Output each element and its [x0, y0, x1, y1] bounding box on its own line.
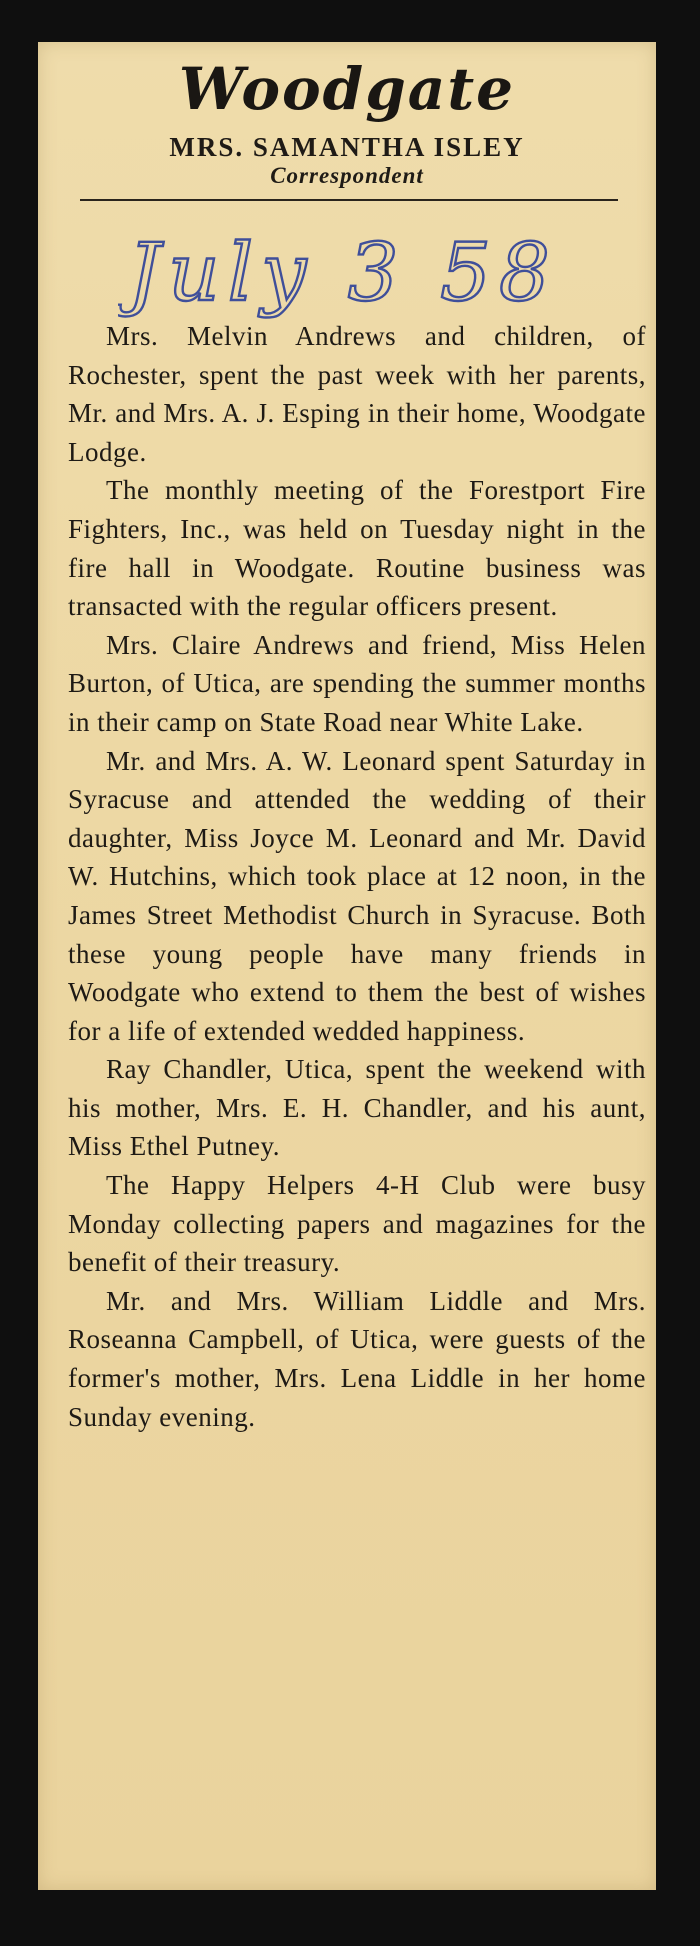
paragraph-4h-club: The Happy Helpers 4-H Club were busy Monday collecting papers and magazines for the benefit of their treasury.: [68, 1170, 646, 1278]
handwritten-date-ink: [118, 220, 648, 330]
paragraph-chandler: Ray Chandler, Utica, spent the weekend with his mother, Mrs. E. H. Chandler, and his aunt, Miss Ethel Putney.: [68, 1054, 646, 1162]
handwritten-date-text: July 3 58: [128, 226, 558, 319]
paragraph-andrews-visit: Mrs. Melvin Andrews and children, of Rochester, spent the past week with her parents, Mr. and Mrs. A. J. Esping in their home, Woodgate Lodge.: [68, 321, 646, 467]
correspondent-role: Correspondent: [270, 162, 424, 188]
paragraph-camp: Mrs. Claire Andrews and friend, Miss Helen Burton, of Utica, are spending the summer months in their camp on State Road near White Lake.: [68, 629, 646, 737]
paragraph-wedding: Mr. and Mrs. A. W. Leonard spent Saturday in Syracuse and attended the wedding of their daughter, Miss Joyce M. Leonard and Mr. David W. Hutchins, which took place at 12 noon, in the James Street Methodist Church in Syracuse. Both these young people have many friends in Woodgate who extend to them the best of wishes for a life of extended wedded happiness.: [68, 745, 646, 1046]
paragraph-liddle: Mr. and Mrs. William Liddle and Mrs. Roseanna Campbell, of Utica, were guests of the former's mother, Mrs. Lena Liddle in her home Sunday evening.: [68, 1285, 646, 1432]
header-rule: [80, 199, 618, 201]
column-masthead: Woodgate: [178, 55, 516, 123]
newspaper-clipping: [38, 42, 656, 1890]
article-body: [68, 317, 646, 1436]
paragraph-fire-fighters: The monthly meeting of the Forestport Fire Fighters, Inc., was held on Tuesday night in the fire hall in Woodgate. Routine business was transacted with the regular officers present.: [68, 475, 646, 622]
handwritten-date: [118, 220, 648, 330]
correspondent-name: MRS. SAMANTHA ISLEY: [169, 131, 525, 162]
